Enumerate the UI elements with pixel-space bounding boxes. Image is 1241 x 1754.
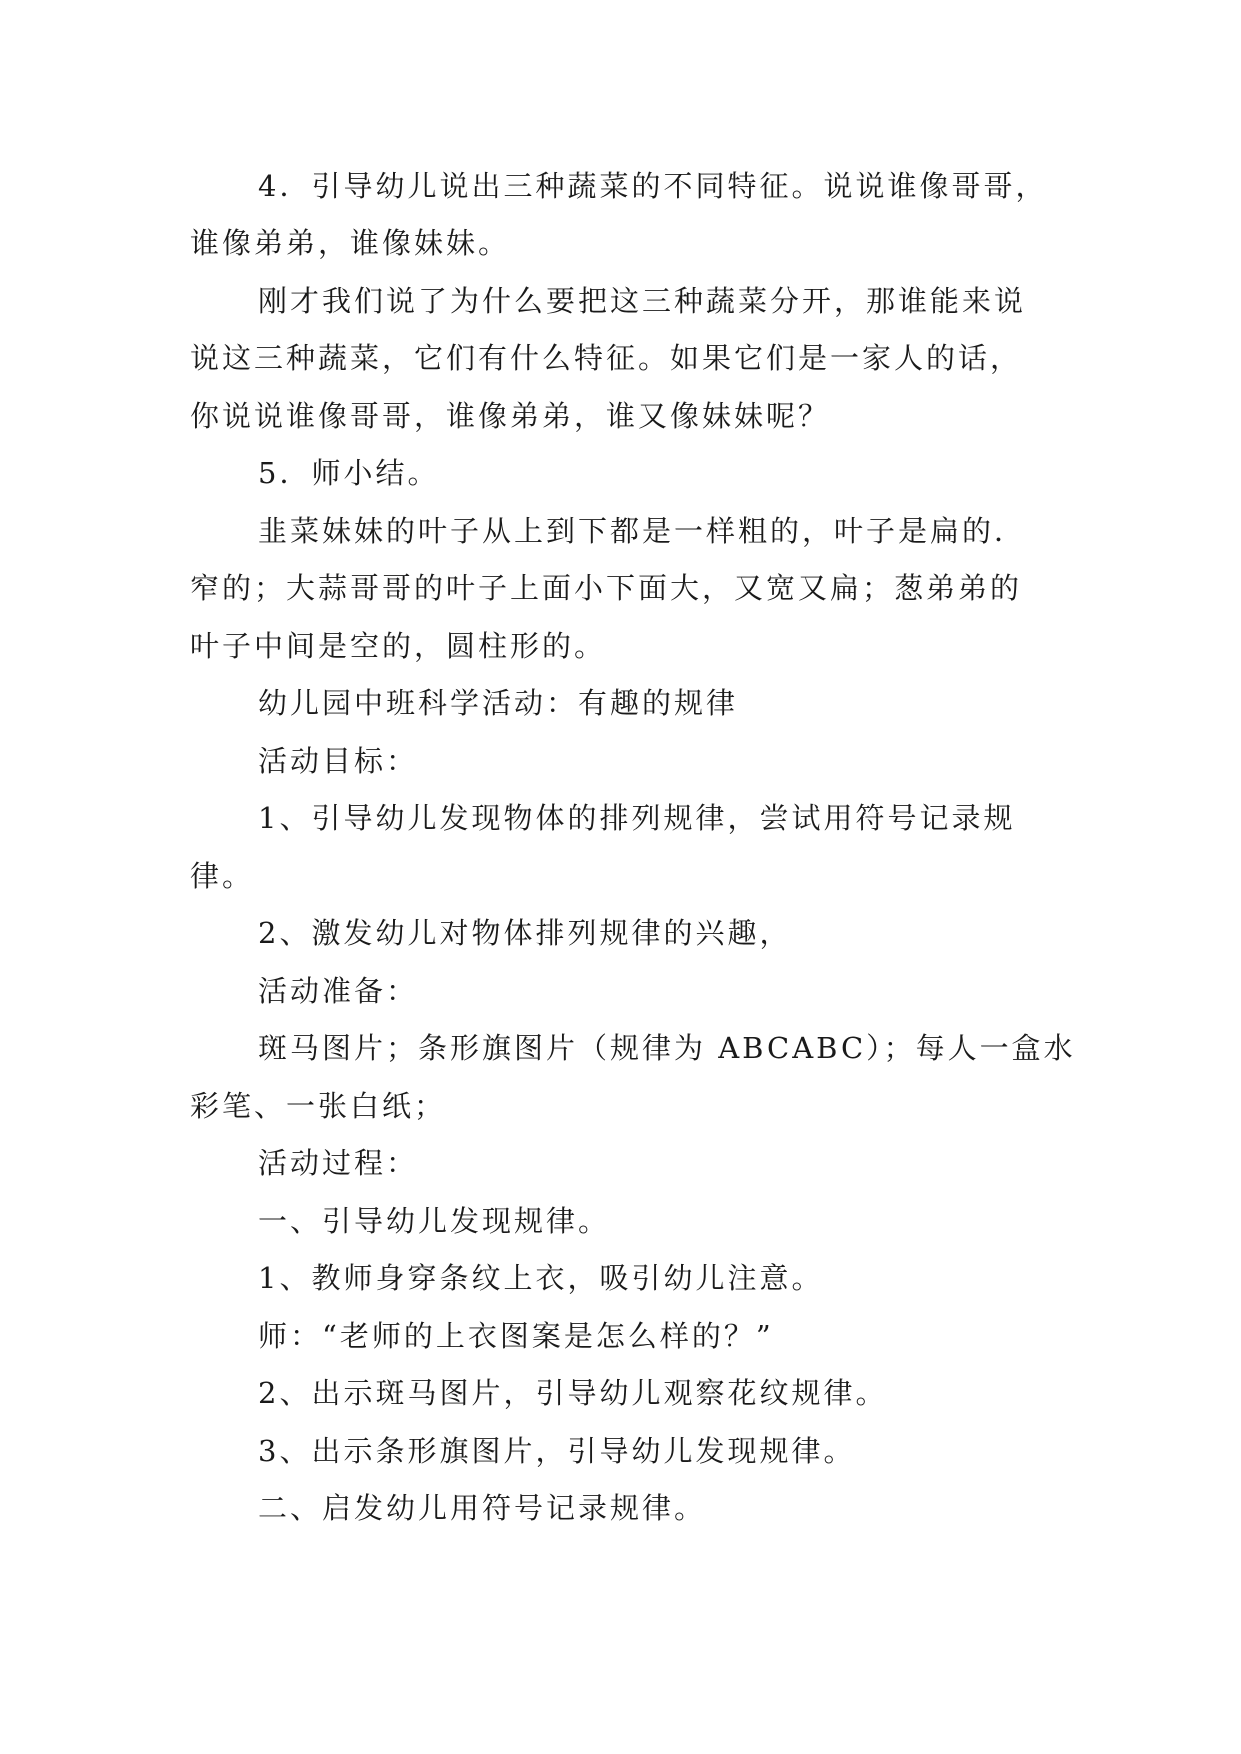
text-line: 说这三种蔬菜，它们有什么特征。如果它们是一家人的话， [190, 341, 1023, 375]
text-line: 3、出示条形旗图片，引导幼儿发现规律。 [258, 1434, 856, 1468]
text-line: 师：“老师的上衣图案是怎么样的？” [258, 1319, 774, 1353]
text-line: 斑马图片；条形旗图片（规律为 ABCABC）；每人一盒水 [258, 1031, 1076, 1065]
text-line: 5．师小结。 [258, 456, 440, 490]
text-line: 1、引导幼儿发现物体的排列规律，尝试用符号记录规 [258, 801, 1016, 835]
text-line: 一、引导幼儿发现规律。 [258, 1204, 611, 1238]
text-line: 窄的；大蒜哥哥的叶子上面小下面大，又宽又扁；葱弟弟的 [190, 571, 1023, 605]
text-line: 2、激发幼儿对物体排列规律的兴趣， [258, 916, 792, 950]
text-line: 4．引导幼儿说出三种蔬菜的不同特征。说说谁像哥哥， [258, 169, 1048, 203]
text-line: 2、出示斑马图片，引导幼儿观察花纹规律。 [258, 1376, 888, 1410]
section-title: 幼儿园中班科学活动：有趣的规律 [258, 686, 739, 720]
section-heading: 活动目标： [258, 744, 419, 778]
section-heading: 活动过程： [258, 1146, 419, 1180]
text-line: 律。 [190, 859, 255, 893]
text-line: 谁像弟弟，谁像妹妹。 [190, 226, 511, 260]
section-heading: 活动准备： [258, 974, 419, 1008]
text-line: 彩笔、一张白纸； [190, 1089, 447, 1123]
text-line: 叶子中间是空的，圆柱形的。 [190, 629, 607, 663]
text-line: 你说说谁像哥哥，谁像弟弟，谁又像妹妹呢？ [190, 399, 831, 433]
text-line: 二、启发幼儿用符号记录规律。 [258, 1491, 707, 1525]
text-line: 韭菜妹妹的叶子从上到下都是一样粗的，叶子是扁的． [258, 514, 1027, 548]
text-line: 1、教师身穿条纹上衣，吸引幼儿注意。 [258, 1261, 824, 1295]
text-line: 刚才我们说了为什么要把这三种蔬菜分开，那谁能来说 [258, 284, 1027, 318]
